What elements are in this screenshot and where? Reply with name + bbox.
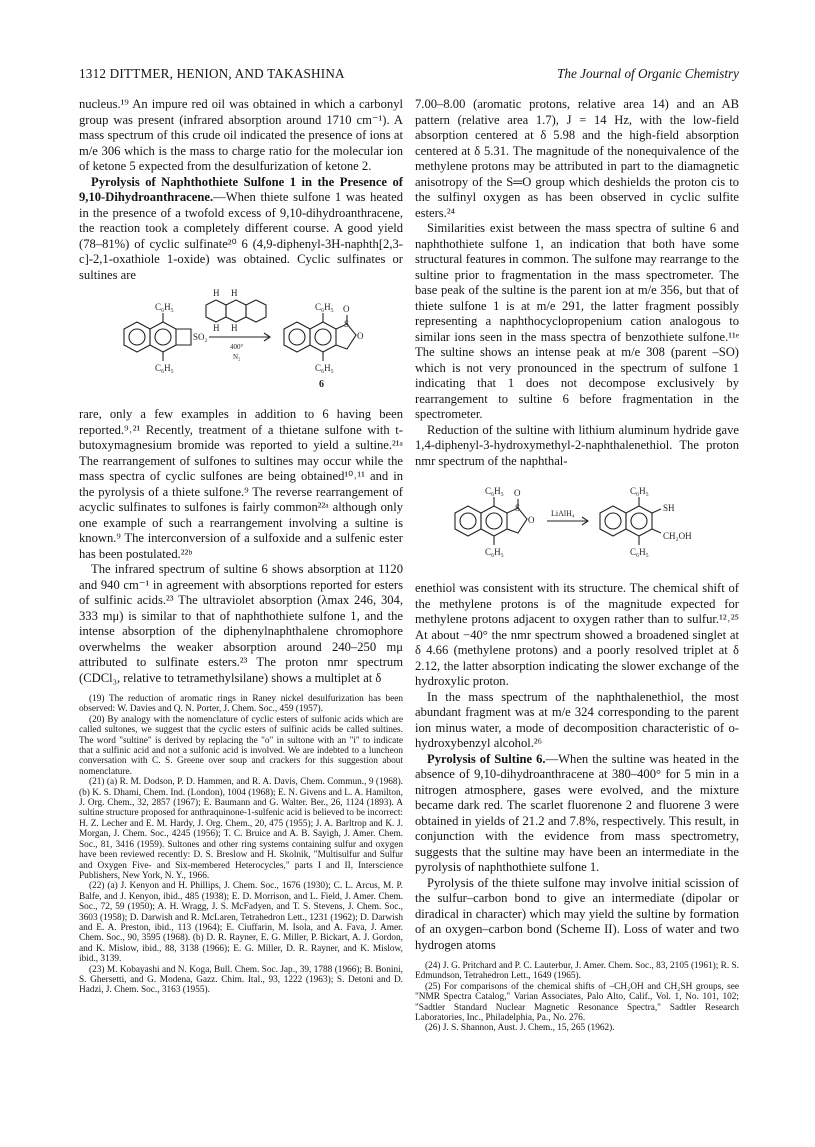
- scheme1-ph-bot-right: C₆H₅: [315, 363, 334, 373]
- scheme2-sulfur: S: [515, 503, 521, 513]
- scheme1-ring-o: O: [357, 331, 364, 341]
- footnotes-right: [415, 961, 739, 1034]
- footnote: (22) (a) J. Kenyon and H. Phillips, J. Chem. Soc., 1676 (1930); C. L. Arcus, M. P. Balfe, and J. Kenyon, ibid., 485 (1938); E. D. Morrison, and L. Field, J. Amer. Chem. Soc., 72, 59 (1950); A. H. Wragg, J. S. McFadyen, and T. S. Stevens, J. Chem. Soc., 3603 (1958); D. Darwish and R. McLaren, Tetrahedron Lett., 1231 (1962); D. Darwish and E. A. Preston, ibid., 113 (1964); E. Ciuffarin, M. Isola, and A. Fava, J. Amer. Chem. Soc., 90, 3595 (1968). (b) D. R. Rayner, E. G. Miller, P. Bickart, A. J. Gordon, and K. Mislow, ibid., 88, 3138 (1966); E. G. Miller, D. R. Rayner, and K. Mislow, ibid., 3139.: [79, 881, 403, 965]
- paragraph: enethiol was consistent with its structure. The chemical shift of the methylene protons is of the magnitude expected for methylene protons adjacent to oxygen rather than to sulfur.¹²˒²⁵ At about −40° the nmr spectrum showed a broadened singlet at δ 4.66 (methylene protons) and a poorly resolved triplet at δ 2.12, the latter absorption indicating the slower exchange of the hydroxylic proton.: [415, 581, 739, 688]
- right-column: [415, 97, 739, 1034]
- scheme2-ch2oh: CH₂OH: [663, 531, 692, 541]
- scheme-2-drawing: [415, 473, 739, 577]
- scheme2-ph-top-right: C₆H₅: [630, 486, 649, 496]
- section-heading: Pyrolysis of Sultine 6.: [427, 751, 546, 766]
- footnote: (21) (a) R. M. Dodson, P. D. Hammen, and R. A. Davis, Chem. Commun., 9 (1968). (b) K. S. Dhami, Chem. Ind. (London), 1004 (1968); E. N. Givens and L. A. Hamilton, J. Org. Chem., 32, 2857 (1967); E. Baumann and G. Walter. Ber., 26, 1124 (1893). A sultine structure proposed for anthraquinone-1-sulfenic acid is believed to be incorrect: H. Z. Lecher and E. M. Hardy, J. Org. Chem., 20, 475 (1955); J. A. Barltrop and K. J. Morgan, J. Chem. Soc., 4245 (1956); T. C. Bruice and A. B. Sayigh, J. Amer. Chem. Soc., 81, 3416 (1959). Sultones and other ring systems containing sulfur and oxygen have been reviewed recently: D. S. Breslow and H. Skolnik, "Multisulfur and Sulfur and Oxygen Five- and Six-membered Heterocycles," parts I and II, Interscience Publishers, New York, N. Y., 1966.: [79, 777, 403, 881]
- footnote: (23) M. Kobayashi and N. Koga, Bull. Chem. Soc. Jap., 39, 1788 (1966); B. Bonini, S. Ghersetti, and G. Modena, Gazz. Chim. Ital., 93, 1222 (1963); S. Detoni and D. Hadzi, J. Chem. Soc., 3163 (1955).: [79, 964, 403, 996]
- scheme1-sulfur: S: [344, 319, 350, 329]
- scheme2-sh: SH: [663, 503, 675, 513]
- scheme2-reagent: LiAlH₄: [551, 509, 575, 518]
- paragraph: Similarities exist between the mass spectra of sultine 6 and naphthothiete sulfone 1, an indication that both have some structural features in common. The sulfone may rearrange to the sultine prior to fragmentation in the mass spectrometer. The base peak of the sultine is the parent ion at m/e 356, but that of thiete sulfone 1 is at m/e 291, the latter fragment possibly representing a naphthocyclopropenium cation analogous to similar ions seen in the mass spectra of benzothiete sulfone.¹¹ᵉ The sultine shows an intense peak at m/e 308 (parent –SO) which is not very pronounced in the spectrum of sulfone 1 indicating that 1 does not decompose exclusively by rearrangement to sultine 6 before fragmentation in the spectrometer.: [415, 221, 739, 421]
- scheme1-h1: H: [213, 288, 220, 298]
- header-journal-title: The Journal of Organic Chemistry: [557, 66, 739, 81]
- scheme1-gas: N₂: [233, 353, 241, 361]
- paragraph: The infrared spectrum of sultine 6 shows absorption at 1120 and 940 cm⁻¹ in agreement with absorptions reported for esters of sulfinic acids.²³ The ultraviolet absorption (λmax 246, 304, 333 mμ) is similar to that of naphthothiete sulfone 1, and the intense absorption of the diphenylnaphthalene chromophore overwhelms the weaker absorption around 240–250 mμ attributed to sulfinate esters.²³ The proton nmr spectrum (CDCl₃, relative to tetramethylsilane) shows a multiplet at δ: [79, 562, 403, 685]
- scheme2-ph-bot-right: C₆H₅: [630, 547, 649, 557]
- reaction-scheme-1: [79, 287, 403, 403]
- section-body: —When thiete sulfone 1 was heated in the presence of a twofold excess of 9,10-dihydroanthracene, the reaction took a completely different course. A good yield (78–81%) of cyclic sulfinate²⁰ 6 (4,9-diphenyl-3H-naphth[2,3-c]-2,1-oxathiole 1-oxide) was obtained. Cyclic sulfinates or sultines are: [79, 190, 403, 282]
- section-heading: Pyrolysis of Naphthothiete Sulfone 1 in the Presence of 9,10-Dihydroanthracene.: [79, 174, 403, 204]
- section-paragraph: [415, 752, 739, 876]
- left-column: [79, 97, 403, 996]
- footnotes-left: [79, 694, 403, 996]
- scheme1-compound-number: 6: [319, 379, 324, 390]
- reaction-scheme-2: [415, 473, 739, 577]
- section-paragraph: [79, 175, 403, 284]
- scheme1-sulfinyl-o: O: [343, 304, 350, 314]
- scheme-1-drawing: [79, 287, 403, 403]
- footnote: (26) J. S. Shannon, Aust. J. Chem., 15, 265 (1962).: [425, 1023, 615, 1034]
- footnote: (25) For comparisons of the chemical shifts of –CH₂OH and CH₂SH groups, see "NMR Spectra Catalog," Varian Associates, Palo Alto, Calif., Vol. 1, No. 101, 102; "Sadtler Standard Nuclear Magnetic Resonance Spectra," Sadtler Research Laboratories, Inc., Philadelphia, Pa., No. 276.: [415, 981, 739, 1024]
- scheme1-h2: H: [231, 288, 238, 298]
- footnote: (24) J. G. Pritchard and P. C. Lauterbur, J. Amer. Chem. Soc., 83, 2105 (1961); R. S. Edmundson, Tetrahedron Lett., 1649 (1965).: [415, 961, 739, 982]
- paragraph: 7.00–8.00 (aromatic protons, relative area 14) and an AB pattern (relative area 1.7), J = 14 Hz, with the low-field absorption centered at δ 5.98 and the high-field absorption centered at δ 5.31. The magnitude of the nonequivalence of the methylene protons may be attributed in part to the diamagnetic anisotropy of the S═O group which deshields the proton cis to the sulfinyl oxygen as has been observed in cyclic sulfite esters.²⁴: [415, 97, 739, 220]
- running-header: [79, 66, 739, 86]
- scheme2-ring-o: O: [528, 515, 535, 525]
- section-body: —When the sultine was heated in the absence of 9,10-dihydroanthracene at 380–400° for 5 min in a nitrogen atmosphere, gases were evolved, and the mixture became dark red. The scarlet fluorenone 2 and fluorene 3 were obtained in yields of 21.2 and 7.8%, respectively. This result, in conjunction with the evidence from mass spectrometry, suggests that the sultine may have been an intermediate in the pyrolysis of naphthothiete sulfone 1.: [415, 751, 739, 874]
- paragraph: nucleus.¹⁹ An impure red oil was obtained in which a carbonyl group was present (infrared absorption around 1710 cm⁻¹). A mass spectrum of this crude oil indicated the presence of ions at m/e 306 which is the mass to charge ratio for the molecular ion of ketone 5 expected from the desulfurization of ketone 2.: [79, 97, 403, 173]
- footnote: (20) By analogy with the nomenclature of cyclic esters of sulfonic acids which are called sultones, we suggest that the cyclic esters of sulfinic acids be called sultines. The word "sultine" is derived by replacing the "o" in sultone with an "i" to indicate that a sulfinic acid and not a sulfonic acid is involved. We are indebted to a luncheon conversation with C. S. Greene over soup and crackers for this suggestion about nomenclature.: [79, 714, 403, 777]
- paragraph: Reduction of the sultine with lithium aluminum hydride gave 1,4-diphenyl-3-hydroxymethyl-2-naphthalenethiol. The proton nmr spectrum of the naphthal-: [415, 422, 739, 468]
- scheme1-so2: SO₂: [193, 332, 208, 342]
- footnote: (19) The reduction of aromatic rings in Raney nickel desulfurization has been observed: W. Davies and Q. N. Porter, J. Chem. Soc., 459 (1957).: [79, 694, 403, 715]
- paragraph: Pyrolysis of the thiete sulfone may involve initial scission of the sulfur–carbon bond to give an intermediate (dipolar or diradical in character) which may yield the sultine by formation of an oxygen–carbon bond (Scheme II). Loss of water and two hydrogen atoms: [415, 875, 739, 952]
- scheme2-ph-top-left: C₆H₅: [485, 486, 504, 496]
- scheme2-sulfinyl-o: O: [514, 488, 521, 498]
- scheme1-ph-top-right: C₆H₅: [315, 302, 334, 312]
- scheme1-ph-bot-left: C₆H₅: [155, 363, 174, 373]
- paragraph: rare, only a few examples in addition to 6 having been reported.⁹˒²¹ Recently, treatment of a thietane sulfone with t-butoxymagnesium bromide was reported to yield a sultine.²¹ᵃ The rearrangement of sulfones to sultines may occur while the mass spectra of cyclic sulfones are being obtained¹⁰˒¹¹ and in the pyrolysis of a thiete sulfone.⁹ The reverse rearrangement of acyclic sulfinates to sulfones is fairly common²²ᵃ although only one example of such a rearrangement involving a sultine is known.⁹ The interconversion of a sulfoxide and a sulfenic ester has been postulated.²²ᵇ: [79, 407, 403, 561]
- scheme1-h4: H: [231, 323, 238, 333]
- scheme2-ph-bot-left: C₆H₅: [485, 547, 504, 557]
- paragraph: In the mass spectrum of the naphthalenethiol, the most abundant fragment was at m/e 324 corresponding to the parent ion minus water, a mode of decomposition characteristic of o-hydroxybenzyl alcohol.²⁶: [415, 689, 739, 750]
- header-page-authors: 1312 DITTMER, HENION, AND TAKASHINA: [79, 66, 345, 81]
- scheme1-ph-top-left: C₆H₅: [155, 302, 174, 312]
- scheme1-temp: 400°: [230, 343, 244, 351]
- scheme1-h3: H: [213, 323, 220, 333]
